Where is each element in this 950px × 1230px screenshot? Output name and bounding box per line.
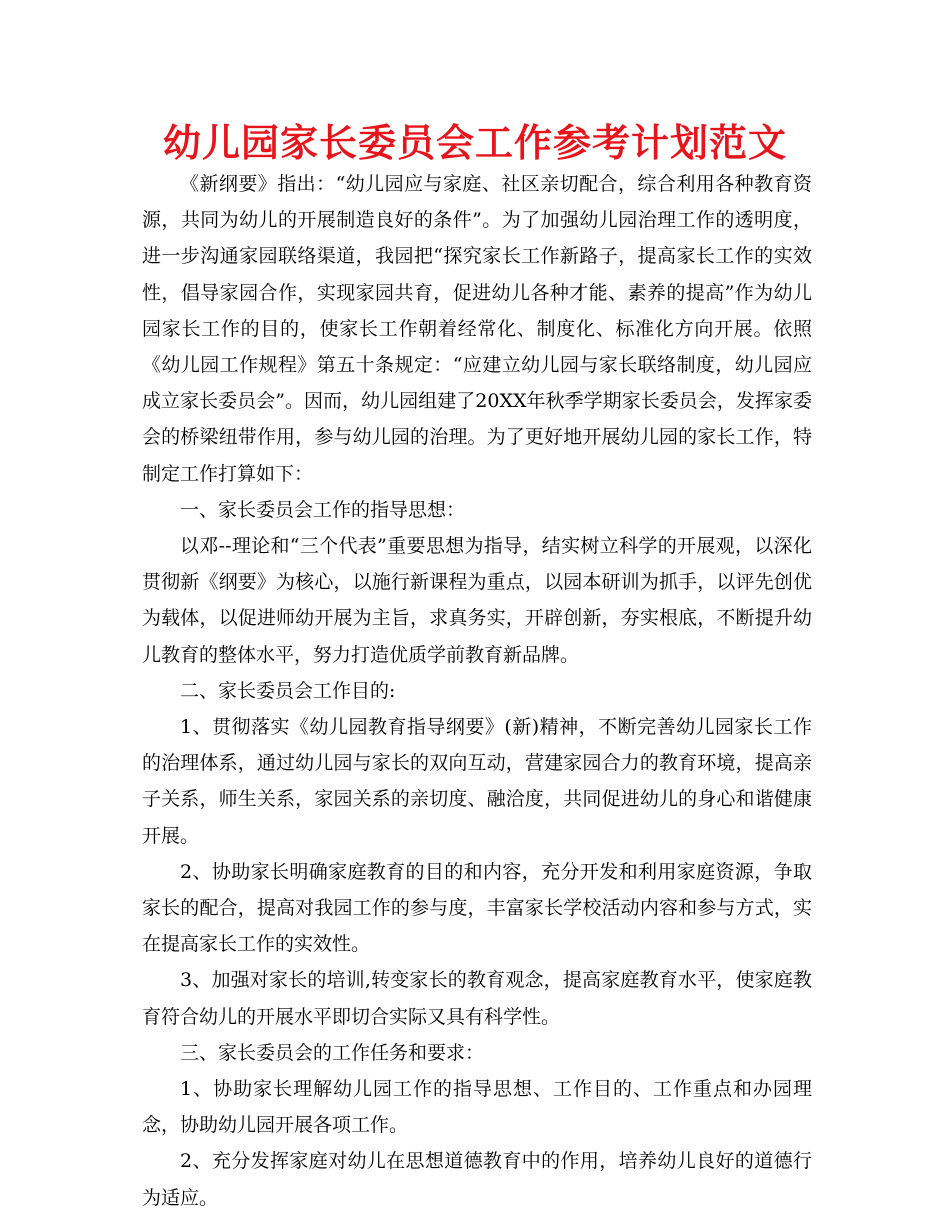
section-heading-1: 一、家长委员会工作的指导思想： [180,498,466,521]
document-body [142,166,812,1216]
paragraph-guiding-thought: 以邓--理论和“三个代表”重要思想为指导，结实树立科学的开展观，以深化贯彻新《纲要》为核心，以施行新课程为重点，以园本研训为抓手，以评先创优为载体，以促进师幼开展为主旨，求真务实，开辟创新，夯实根底，不断提升幼儿教育的整体水平，努力打造优质学前教育新品牌。 [142,535,812,666]
section-heading-2: 二、家长委员会工作目的: [180,679,396,702]
paragraph-goal-2: 2、协助家长明确家庭教育的目的和内容，充分开发和利用家庭资源，争取家长的配合，提高对我园工作的参与度，丰富家长学校活动内容和参与方式，实在提高家长工作的实效性。 [142,860,812,956]
paragraph-goal-1: 1、贯彻落实《幼儿园教育指导纲要》(新)精神，不断完善幼儿园家长工作的治理体系，通过幼儿园与家长的双向互动，营建家园合力的教育环境，提高亲子关系，师生关系，家园关系的亲切度、融洽度，共同促进幼儿的身心和谐健康开展。 [142,716,812,847]
paragraph-task-1: 1、协助家长理解幼儿园工作的指导思想、工作目的、工作重点和办园理念，协助幼儿园开展各项工作。 [142,1078,812,1137]
document-title: 幼儿园家长委员会工作参考计划范文 [162,120,787,165]
paragraph-intro: 《新纲要》指出：“幼儿园应与家庭、社区亲切配合，综合利用各种教育资源，共同为幼儿的开展制造良好的条件”。为了加强幼儿园治理工作的透明度，进一步沟通家园联络渠道，我园把“探究家长工作新路子，提高家长工作的实效性，倡导家园合作，实现家园共育，促进幼儿各种才能、素养的提高”作为幼儿园家长工作的目的，使家长工作朝着经常化、制度化、标准化方向开展。依照《幼儿园工作规程》第五十条规定：“应建立幼儿园与家长联络制度，幼儿园应成立家长委员会”。因而，幼儿园组建了20XX年秋季学期家长委员会，发挥家委会的桥梁纽带作用，参与幼儿园的治理。为了更好地开展幼儿园的家长工作，特制定工作打算如下： [142,173,812,485]
paragraph-goal-3: 3、加强对家长的培训,转变家长的教育观念，提高家庭教育水平，使家庭教育符合幼儿的开展水平即切合实际又具有科学性。 [142,969,812,1028]
paragraph-task-2: 2、充分发挥家庭对幼儿在思想道德教育中的作用，培养幼儿良好的道德行为适应。 [142,1150,812,1209]
section-heading-3: 三、家长委员会的工作任务和要求： [180,1041,485,1064]
